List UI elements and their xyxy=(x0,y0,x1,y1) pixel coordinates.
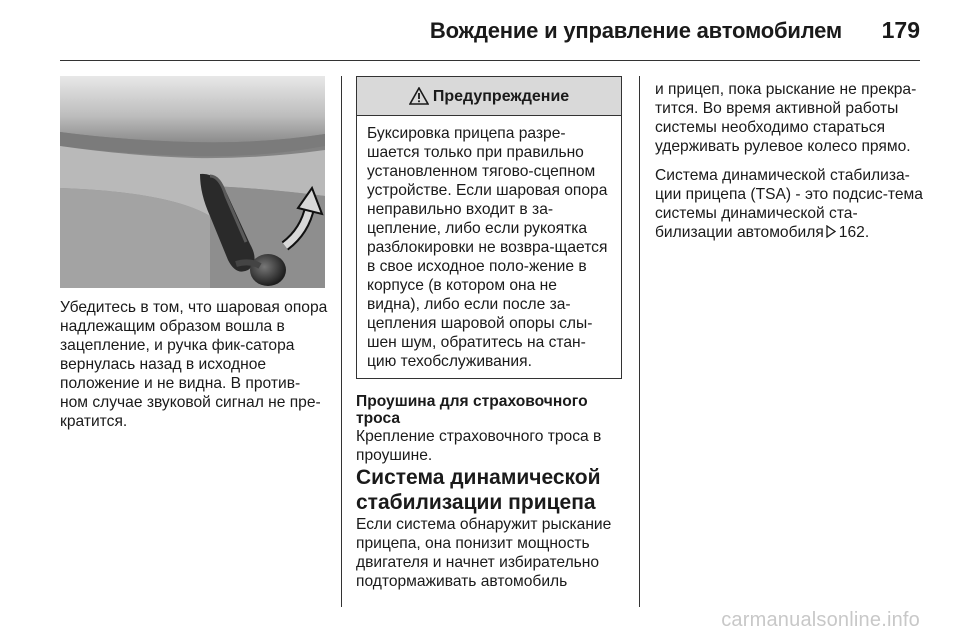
page-title: Вождение и управление автомобилем xyxy=(429,18,842,43)
subheading-text: Крепление страховочного троса в проушине. xyxy=(356,428,602,464)
watermark: carmanualsonline.info xyxy=(721,609,920,631)
warning-triangle-icon xyxy=(409,87,429,105)
page-number: 179 xyxy=(881,17,920,43)
page-reference-link[interactable]: 162. xyxy=(838,224,870,241)
warning-title: Предупреждение xyxy=(432,87,570,105)
column-divider-2 xyxy=(639,76,640,607)
column-1 xyxy=(60,298,328,431)
section-text: Если система обнаружит рыскание прицепа, она понизит мощность двигателя и начнет избирательно подтормаживать автомобиль xyxy=(356,516,612,590)
column-3-para-1: и прицеп, пока рыскание не прекра-тится. Во время активной работы системы необходимо стараться удерживать рулевое колесо прямо. xyxy=(655,81,917,155)
column-divider-1 xyxy=(341,76,342,607)
page-reference-icon xyxy=(826,224,836,243)
column-3-para-2-text: Система динамической стабилиза-ции прицепа (TSA) - это подсис-тема системы динамической ста-билизации автомобиля xyxy=(655,167,923,241)
tow-bar-photo-graphic xyxy=(60,76,325,288)
warning-body xyxy=(357,116,621,378)
column-3-para-2 xyxy=(655,166,927,243)
tow-bar-photo xyxy=(60,76,325,288)
header-divider xyxy=(60,60,920,61)
warning-box xyxy=(356,76,622,379)
page-header xyxy=(0,0,960,62)
warning-header xyxy=(357,77,621,116)
subheading-tow-eye: Проушина для страховочного троса xyxy=(356,393,588,427)
column-1-text: Убедитесь в том, что шаровая опора надлежащим образом вошла в зацепление, и ручка фик-сатора вернулась назад в исходное положение и не видна. В против-ном случае звуковой сигнал не пре-кратится. xyxy=(60,299,328,430)
warning-text: Буксировка прицепа разре-шается только при правильно установленном тягово-сцепном устройстве. Если шаровая опора неправильно входит в за-цепление, либо если рукоятка разблокировки не возвра-щается в свое исходное поло-жение в корпусе (в котором она не видна), либо если после за-цепления шаровой опоры слы-шен шум, обратитесь на стан-цию техобслуживания. xyxy=(367,125,608,370)
column-3 xyxy=(655,80,927,243)
section-heading-tsa: Система динамической стабилизации прицепа xyxy=(356,466,601,514)
column-2 xyxy=(356,76,624,591)
